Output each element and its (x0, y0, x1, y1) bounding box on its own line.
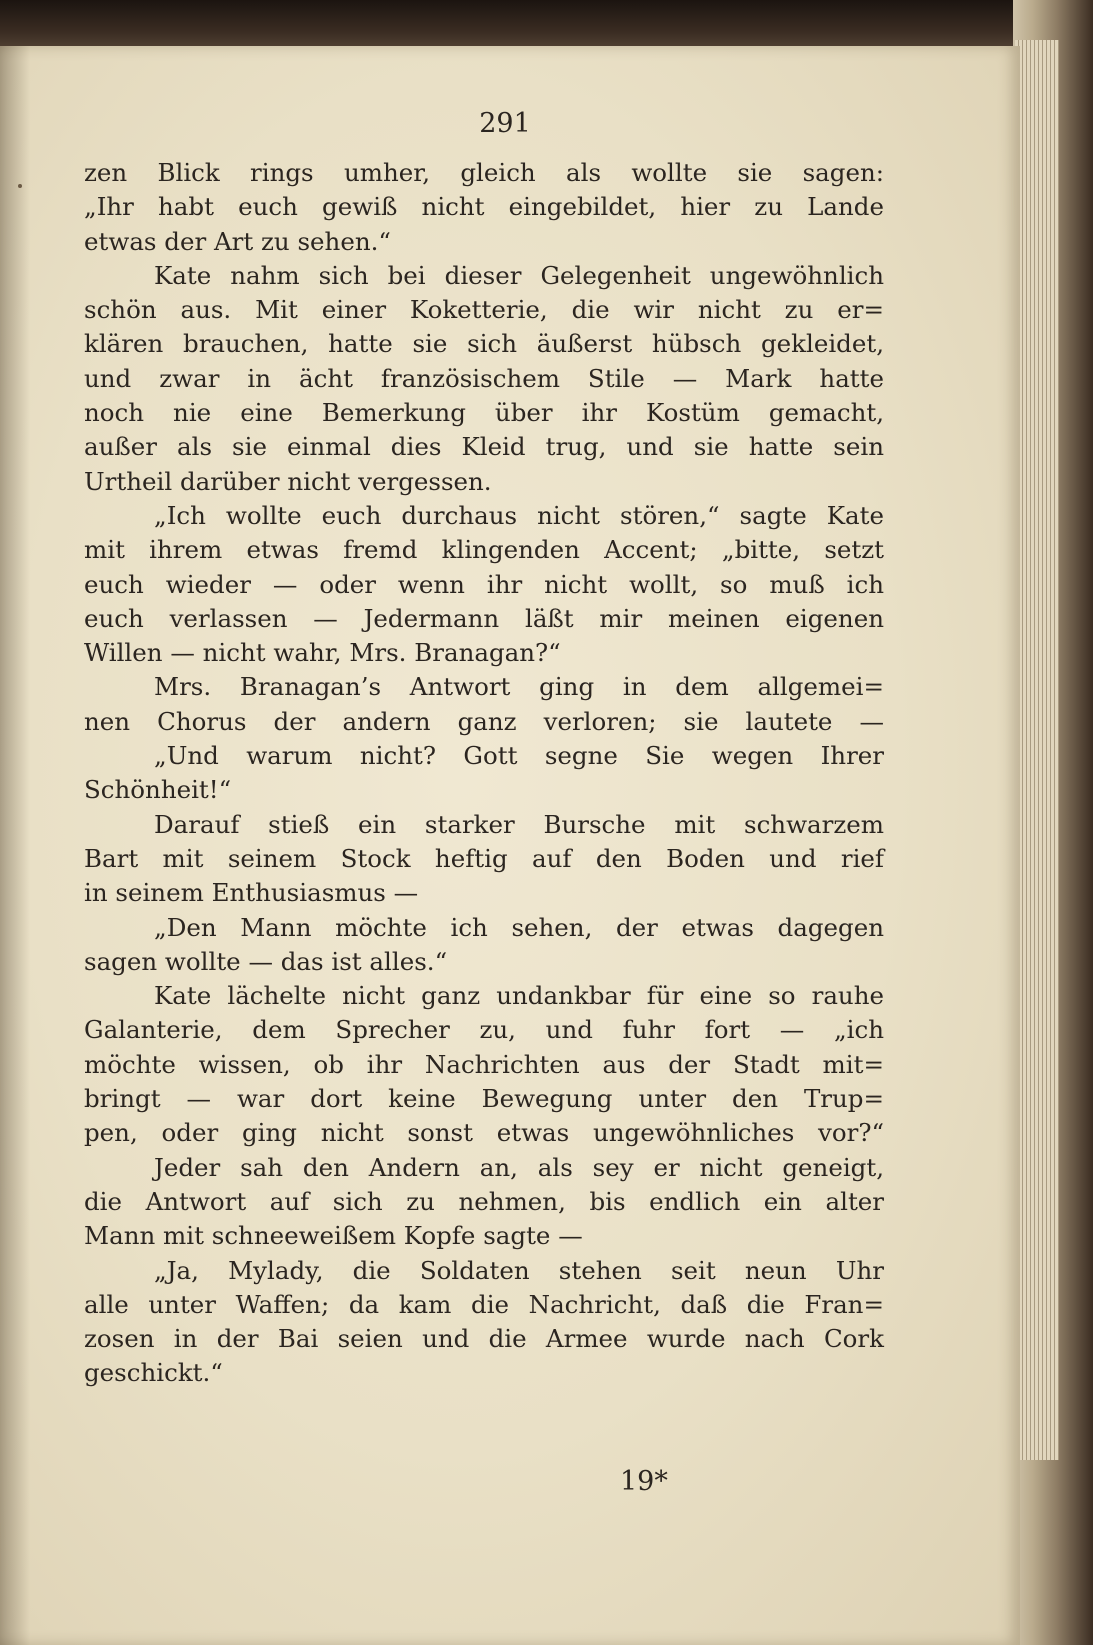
book-page (0, 46, 1020, 1645)
text-line: in seinem Enthusiasmus — (84, 878, 419, 908)
text-line: Darauf stieß ein starker Bursche mit schwarzem (154, 809, 884, 839)
text-line: zosen in der Bai seien und die Armee wurde nach Cork (84, 1324, 884, 1354)
printer-signature-mark: 19* (620, 1466, 668, 1497)
text-line: Jeder sah den Andern an, als sey er nicht geneigt, (154, 1152, 884, 1182)
text-line: Kate lächelte nicht ganz undankbar für eine so rauhe (154, 981, 884, 1011)
text-line: Schönheit!“ (84, 775, 232, 805)
text-line: und zwar in ächt französischem Stile — Mark hatte (84, 363, 884, 393)
text-line: sagen wollte — das ist alles.“ (84, 946, 448, 976)
text-line: Mann mit schneeweißem Kopfe sagte — (84, 1221, 583, 1251)
text-line: nen Chorus der andern ganz verloren; sie lautete — (84, 706, 884, 736)
text-line: zen Blick rings umher, gleich als wollte sie sagen: (84, 158, 884, 187)
text-line: klären brauchen, hatte sie sich äußerst hübsch gekleidet, (84, 329, 884, 359)
text-line: euch verlassen — Jedermann läßt mir meinen eigenen (84, 603, 884, 633)
text-line: „Den Mann möchte ich sehen, der etwas dagegen (154, 912, 884, 942)
text-line: Galanterie, dem Sprecher zu, und fuhr fort — „ich (84, 1015, 884, 1045)
text-line: Urtheil darüber nicht vergessen. (84, 466, 492, 496)
text-line: euch wieder — oder wenn ihr nicht wollt, so muß ich (84, 569, 884, 599)
text-line: Kate nahm sich bei dieser Gelegenheit ungewöhnlich (154, 260, 884, 290)
text-line: pen, oder ging nicht sonst etwas ungewöhnliches vor?“ (84, 1118, 884, 1148)
text-line: bringt — war dort keine Bewegung unter den Trup= (84, 1084, 884, 1114)
text-line: alle unter Waffen; da kam die Nachricht, daß die Fran= (84, 1289, 884, 1319)
text-line: Mrs. Branagan’s Antwort ging in dem allgemei= (154, 672, 884, 702)
page-number: 291 (479, 108, 531, 139)
text-line: die Antwort auf sich zu nehmen, bis endlich ein alter (84, 1186, 884, 1216)
text-line: möchte wissen, ob ihr Nachrichten aus der Stadt mit= (84, 1049, 884, 1079)
text-line: Willen — nicht wahr, Mrs. Branagan?“ (84, 638, 561, 668)
text-line: „Ihr habt euch gewiß nicht eingebildet, hier zu Lande (84, 192, 884, 222)
paper-speck (18, 184, 22, 188)
body-text (84, 156, 884, 1391)
text-line: schön aus. Mit einer Koketterie, die wir nicht zu er= (84, 295, 884, 325)
text-line: außer als sie einmal dies Kleid trug, und sie hatte sein (84, 432, 884, 462)
text-line: geschickt.“ (84, 1358, 223, 1388)
page-stack-edge (1015, 40, 1059, 1460)
text-line: „Ich wollte euch durchaus nicht stören,“ sagte Kate (154, 500, 884, 530)
gutter-shadow (0, 46, 30, 1645)
text-line: „Ja, Mylady, die Soldaten stehen seit neun Uhr (154, 1255, 884, 1285)
text-line: noch nie eine Bemerkung über ihr Kostüm gemacht, (84, 398, 884, 428)
text-line: Bart mit seinem Stock heftig auf den Boden und rief (84, 843, 884, 873)
text-line: „Und warum nicht? Gott segne Sie wegen Ihrer (154, 741, 884, 771)
text-line: mit ihrem etwas fremd klingenden Accent; „bitte, setzt (84, 535, 884, 565)
text-line: etwas der Art zu sehen.“ (84, 226, 391, 256)
